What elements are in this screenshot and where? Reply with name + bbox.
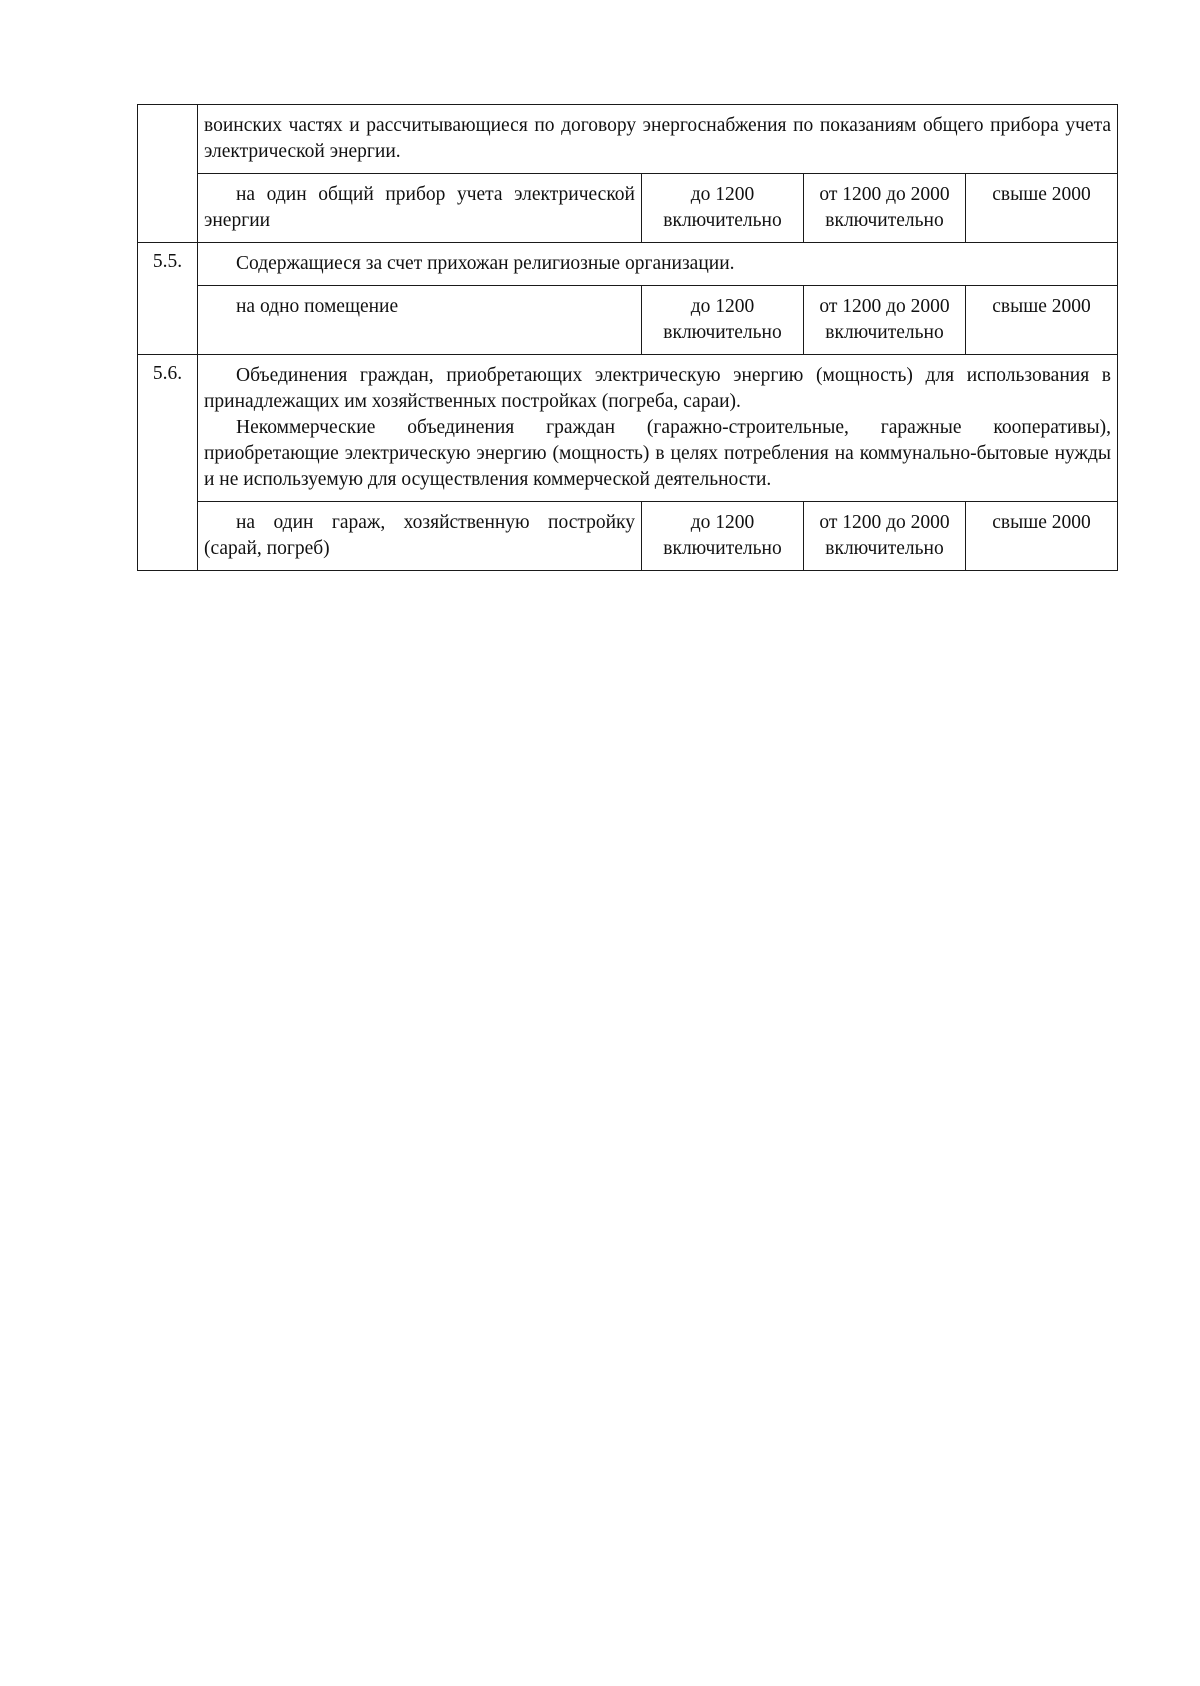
range-high-value: свыше 2000: [992, 512, 1091, 533]
description-text: воинских частях и рассчитывающиеся по договору энергоснабжения по показаниям общего прибора учета электрической энергии.: [204, 115, 1112, 162]
table-row: [138, 355, 1118, 502]
range-low-cell: [642, 286, 804, 355]
range-high-cell: [966, 286, 1118, 355]
range-high-value: свыше 2000: [992, 184, 1091, 205]
range-low-value: до 1200: [690, 296, 755, 317]
row-number: [138, 105, 198, 243]
description-text-2: Некоммерческие объединения граждан (гаражно-строительные, гаражные кооперативы), приобретающие электрическую энергию (мощность) в целях потребления на коммунально-бытовые нужды и не используемую для осуществления коммерческой деятельности.: [204, 417, 1112, 490]
range-high-cell: [966, 174, 1118, 243]
table-row: [138, 174, 1118, 243]
row-description: [198, 243, 1118, 286]
range-mid-qualifier: включительно: [825, 210, 944, 231]
range-low-cell: [642, 174, 804, 243]
unit-text: на один гараж, хозяйственную постройку (сарай, погреб): [204, 512, 635, 559]
range-mid-cell: [804, 502, 966, 571]
range-mid-qualifier: включительно: [825, 538, 944, 559]
table-row: [138, 243, 1118, 286]
unit-text: на один общий прибор учета электрической энергии: [204, 184, 635, 231]
range-mid-value: от 1200 до 2000: [819, 296, 950, 317]
range-low-value: до 1200: [690, 184, 755, 205]
range-mid-value: от 1200 до 2000: [819, 512, 950, 533]
range-high-cell: [966, 502, 1118, 571]
table-row: [138, 502, 1118, 571]
unit-text: на одно помещение: [236, 296, 399, 317]
range-mid-cell: [804, 286, 966, 355]
table-row: [138, 286, 1118, 355]
row-number: 5.5.: [138, 243, 198, 355]
range-mid-cell: [804, 174, 966, 243]
range-mid-qualifier: включительно: [825, 322, 944, 343]
description-text: Объединения граждан, приобретающих электрическую энергию (мощность) для использования в принадлежащих им хозяйственных постройках (погреба, сараи).: [204, 365, 1112, 412]
range-low-cell: [642, 502, 804, 571]
table-row: [138, 105, 1118, 174]
row-description: [198, 105, 1118, 174]
unit-cell: [198, 286, 642, 355]
row-number: 5.6.: [138, 355, 198, 571]
unit-cell: [198, 502, 642, 571]
unit-cell: [198, 174, 642, 243]
range-mid-value: от 1200 до 2000: [819, 184, 950, 205]
range-low-qualifier: включительно: [663, 322, 782, 343]
description-text: Содержащиеся за счет прихожан религиозные организации.: [236, 253, 735, 274]
range-low-qualifier: включительно: [663, 210, 782, 231]
range-low-qualifier: включительно: [663, 538, 782, 559]
row-description: [198, 355, 1118, 502]
range-low-value: до 1200: [690, 512, 755, 533]
range-high-value: свыше 2000: [992, 296, 1091, 317]
tariff-table: [137, 104, 1118, 571]
